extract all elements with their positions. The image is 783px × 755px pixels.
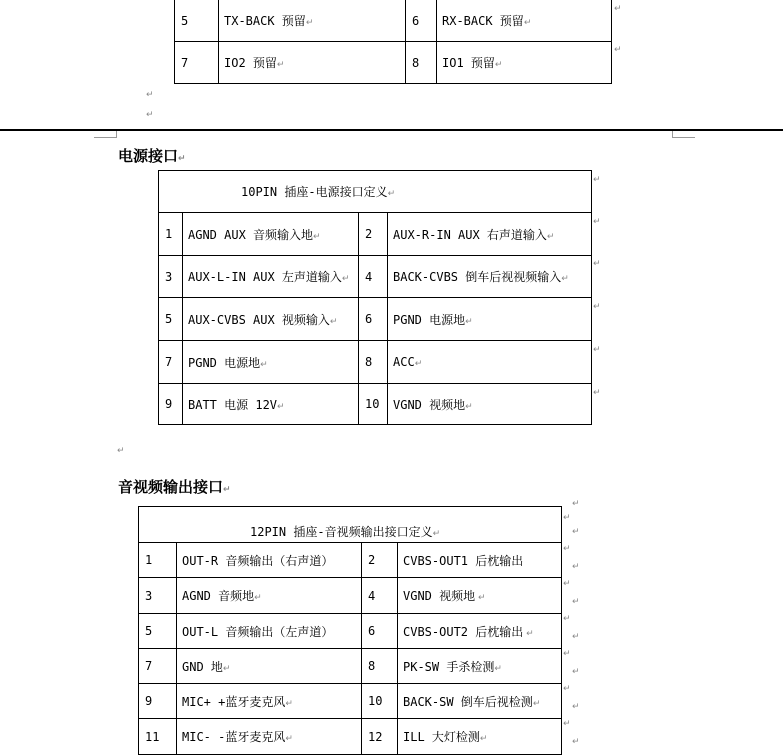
paragraph-mark-icon: ↵ (532, 698, 541, 709)
paragraph-mark-icon: ↵ (572, 702, 580, 712)
pin-number: 8 (359, 341, 388, 384)
av-output-pin-table (138, 506, 562, 755)
pin-definition: VGND 视频地↵ (388, 384, 592, 425)
table-row (139, 684, 562, 719)
paragraph-mark-icon: ↵ (572, 667, 580, 677)
pin-number: 9 (139, 684, 177, 719)
paragraph-mark-icon: ↵ (572, 632, 580, 642)
pin-number: 4 (362, 578, 398, 614)
paragraph-mark-icon: ↵ (593, 388, 601, 398)
pin-definition: MIC- -蓝牙麦克风↵ (177, 719, 362, 755)
paragraph-mark-icon: ↵ (223, 485, 231, 495)
pin-number: 6 (406, 0, 437, 42)
pin-definition: AGND 音频地↵ (177, 578, 362, 614)
pin-number: 5 (175, 0, 219, 42)
paragraph-mark-icon: ↵ (572, 499, 580, 509)
paragraph-mark-icon: ↵ (475, 593, 486, 603)
paragraph-mark-icon: ↵ (563, 649, 571, 659)
pin-number: 9 (159, 384, 183, 425)
pin-definition: IO1 预留↵ (437, 42, 612, 84)
pin-definition: CVBS-OUT2 后枕输出 ↵ (398, 614, 562, 649)
table-row (159, 213, 592, 256)
pin-number: 7 (159, 341, 183, 384)
paragraph-mark-icon: ↵ (285, 734, 293, 744)
paragraph-mark-icon: ↵ (572, 737, 580, 747)
pin-number: 7 (139, 649, 177, 684)
paragraph-mark-icon: ↵ (260, 359, 268, 370)
table-row (159, 341, 592, 384)
pin-number: 1 (139, 543, 177, 578)
pin-definition: OUT-R 音频输出（右声道） (177, 543, 362, 578)
paragraph-mark-icon: ↵ (593, 259, 601, 269)
pin-definition: OUT-L 音频输出（左声道） (177, 614, 362, 649)
table-title: 10PIN 插座-电源接口定义↵ (159, 171, 592, 213)
paragraph-mark-icon: ↵ (572, 527, 580, 537)
paragraph-mark-icon: ↵ (276, 60, 285, 70)
paragraph-mark-icon: ↵ (254, 593, 262, 603)
pin-definition: PK-SW 手杀检测↵ (398, 649, 562, 684)
pin-definition: TX-BACK 预留↵ (219, 0, 406, 42)
pin-definition: GND 地↵ (177, 649, 362, 684)
paragraph-mark-icon: ↵ (146, 110, 154, 120)
pin-definition: AGND AUX 音频输入地↵ (183, 213, 359, 256)
paragraph-mark-icon: ↵ (614, 45, 622, 55)
pin-number: 6 (359, 298, 388, 341)
paragraph-mark-icon: ↵ (277, 401, 285, 412)
table-title-row (139, 507, 562, 543)
pin-definition: VGND 视频地 ↵ (398, 578, 562, 614)
paragraph-mark-icon: ↵ (572, 597, 580, 607)
page-margin-corner (672, 131, 695, 138)
table-row (175, 42, 612, 84)
paragraph-mark-icon: ↵ (387, 189, 396, 199)
paragraph-mark-icon: ↵ (222, 663, 231, 674)
pin-number: 6 (362, 614, 398, 649)
pin-definition: BACK-CVBS 倒车后视视频输入↵ (388, 256, 592, 298)
paragraph-mark-icon: ↵ (494, 60, 503, 70)
pin-number: 10 (362, 684, 398, 719)
pin-definition: BATT 电源 12V↵ (183, 384, 359, 425)
pin-definition: PGND 电源地↵ (183, 341, 359, 384)
paragraph-mark-icon: ↵ (117, 446, 125, 456)
paragraph-mark-icon: ↵ (572, 562, 580, 572)
power-pin-table (158, 170, 592, 425)
paragraph-mark-icon: ↵ (146, 90, 154, 100)
pin-definition: MIC+ +蓝牙麦克风↵ (177, 684, 362, 719)
pin-definition: AUX-L-IN AUX 左声道输入↵ (183, 256, 359, 298)
pin-number: 10 (359, 384, 388, 425)
page-margin-corner (94, 131, 117, 138)
paragraph-mark-icon: ↵ (561, 274, 569, 284)
table-row (159, 298, 592, 341)
paragraph-mark-icon: ↵ (593, 217, 601, 227)
paragraph-mark-icon: ↵ (563, 684, 571, 694)
paragraph-mark-icon: ↵ (563, 614, 571, 624)
table-row (175, 0, 612, 42)
paragraph-mark-icon: ↵ (523, 18, 532, 28)
pin-number: 3 (139, 578, 177, 614)
pin-number: 12 (362, 719, 398, 755)
pin-number: 4 (359, 256, 388, 298)
pin-number: 8 (406, 42, 437, 84)
section-heading-power: 电源接口↵ (118, 147, 186, 165)
paragraph-mark-icon: ↵ (546, 231, 555, 242)
table-row (139, 614, 562, 649)
paragraph-mark-icon: ↵ (414, 359, 423, 369)
paragraph-mark-icon: ↵ (563, 719, 571, 729)
paragraph-mark-icon: ↵ (593, 175, 601, 185)
paragraph-mark-icon: ↵ (465, 401, 473, 412)
paragraph-mark-icon: ↵ (329, 316, 338, 327)
paragraph-mark-icon: ↵ (305, 18, 314, 28)
paragraph-mark-icon: ↵ (494, 663, 502, 674)
pin-definition: AUX-R-IN AUX 右声道输入↵ (388, 213, 592, 256)
paragraph-mark-icon: ↵ (563, 544, 571, 554)
pin-number: 1 (159, 213, 183, 256)
paragraph-mark-icon: ↵ (563, 579, 571, 589)
pin-number: 3 (159, 256, 183, 298)
page-break-line (0, 129, 783, 131)
pin-definition: PGND 电源地↵ (388, 298, 592, 341)
table-row (139, 719, 562, 755)
paragraph-mark-icon: ↵ (432, 529, 441, 539)
pin-number: 7 (175, 42, 219, 84)
table-title: 12PIN 插座-音视频输出接口定义↵ (139, 507, 562, 543)
pin-definition: ACC↵ (388, 341, 592, 384)
table-title-row (159, 171, 592, 213)
paragraph-mark-icon: ↵ (614, 4, 622, 14)
table-row (139, 578, 562, 614)
paragraph-mark-icon: ↵ (593, 345, 601, 355)
paragraph-mark-icon: ↵ (285, 698, 293, 709)
pin-number: 11 (139, 719, 177, 755)
pin-number: 5 (159, 298, 183, 341)
table-row (159, 256, 592, 298)
table-row (159, 384, 592, 425)
paragraph-mark-icon: ↵ (313, 231, 321, 242)
table-row (139, 543, 562, 578)
pin-definition: AUX-CVBS AUX 视频输入↵ (183, 298, 359, 341)
pin-definition: RX-BACK 预留↵ (437, 0, 612, 42)
pin-number: 8 (362, 649, 398, 684)
pin-definition: ILL 大灯检测↵ (398, 719, 562, 755)
pin-number: 2 (362, 543, 398, 578)
pin-definition: CVBS-OUT1 后枕输出 (398, 543, 562, 578)
section-heading-av-output: 音视频输出接口↵ (118, 478, 231, 496)
paragraph-mark-icon: ↵ (341, 274, 350, 284)
pin-number: 2 (359, 213, 388, 256)
table-row (139, 649, 562, 684)
pin-definition: BACK-SW 倒车后视检测↵ (398, 684, 562, 719)
pin-definition: IO2 预留↵ (219, 42, 406, 84)
paragraph-mark-icon: ↵ (563, 513, 571, 523)
paragraph-mark-icon: ↵ (479, 734, 488, 744)
paragraph-mark-icon: ↵ (523, 628, 534, 639)
paragraph-mark-icon: ↵ (593, 302, 601, 312)
paragraph-mark-icon: ↵ (465, 316, 473, 327)
pin-number: 5 (139, 614, 177, 649)
top-pin-table (174, 0, 612, 84)
paragraph-mark-icon: ↵ (178, 154, 186, 164)
